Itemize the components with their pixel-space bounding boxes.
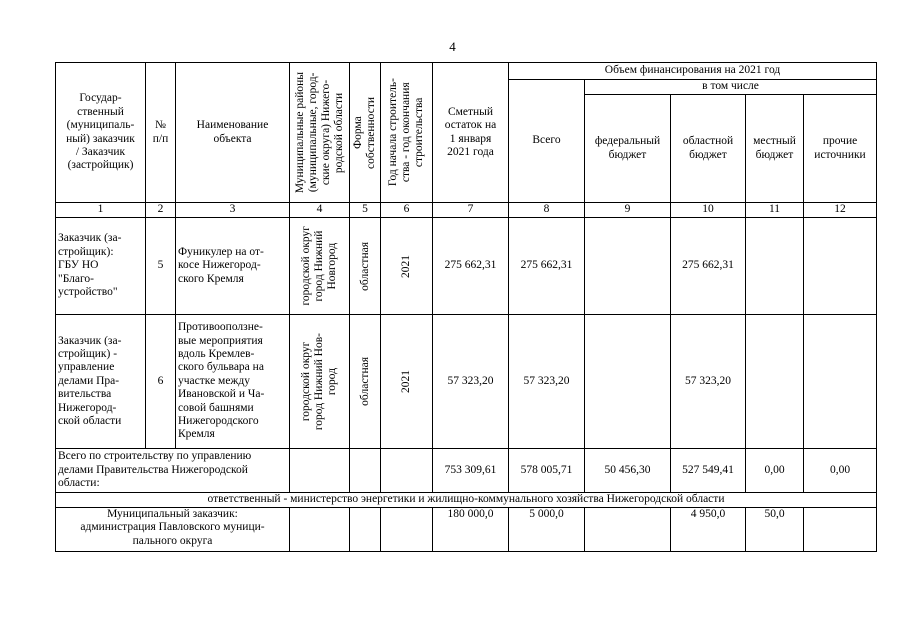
text-line: (муниципаль- [66,119,135,132]
text-line: 1 января [449,132,492,145]
header-districts [290,63,350,203]
text-line: Всего по строительству по управлению [58,450,252,463]
text-line: области: [58,477,100,490]
header-local [746,95,804,203]
year-cell: 2021 [381,218,433,315]
municipal-local: 50,0 [746,508,804,552]
text-line: Сметный [447,105,494,118]
text-line: ственный [77,105,124,118]
header-number [146,63,176,203]
text-line: п/п [152,132,169,145]
text-line: родской области [332,92,345,173]
local-cell [746,315,804,449]
district-cell [290,218,350,315]
header-total: Всего [509,80,585,203]
column-number: 1 [56,203,146,218]
text-line: делами Правительства Нижегородской [58,463,248,476]
text-line: Нижегород- [58,401,117,414]
text-line: местный [753,135,796,148]
text-line: федеральный [594,135,661,148]
text-line: ства - год окончания [400,82,412,183]
text-line: Форма [352,116,364,149]
text-line: объекта [213,132,252,145]
ownership-cell: областная [350,315,381,449]
header-remainder [433,63,509,203]
subtotal-federal: 50 456,30 [585,449,671,493]
federal-cell [585,218,671,315]
text-line: ГБУ НО [58,259,99,272]
empty-cell [290,449,350,493]
text-line: бюджет [755,148,794,161]
column-number: 3 [176,203,290,218]
column-number: 2 [146,203,176,218]
text-line: устройство" [58,286,118,299]
text-line: совой башнями [178,401,254,414]
text-line: Заказчик (за- [58,232,122,245]
text-line: бюджет [689,148,727,161]
subtotal-row [56,449,877,493]
text-line: стройщик): [58,245,114,258]
subtotal-regional: 527 549,41 [671,449,746,493]
text-line: Наименование [196,119,269,132]
header-regional [671,95,746,203]
header-other [804,95,877,203]
subtotal-remainder: 753 309,61 [433,449,509,493]
customer-cell [56,315,146,449]
text-line: ские округа) Нижего- [319,79,332,186]
text-line: № [155,119,166,132]
header-funding-title: Объем финансирования на 2021 год [509,63,877,80]
text-line: Заказчик (за- [58,334,122,347]
municipal-other [804,508,877,552]
customer-cell [56,218,146,315]
text-line: Фуникулер на от- [178,245,264,258]
header-including: в том числе [585,80,877,95]
text-line: Кремля [178,428,215,441]
empty-cell [350,449,381,493]
text-line: участке между [178,374,250,387]
ownership-cell: областная [350,218,381,315]
text-line: вые мероприятия [178,334,263,347]
text-line: косе Нижегород- [178,259,261,272]
text-line: (муниципальные, город- [306,72,319,193]
text-line: ный) заказчик [66,132,135,145]
total-cell: 57 323,20 [509,315,585,449]
empty-cell [350,508,381,552]
text-line: Нижегородского [178,415,259,428]
header-object-name [176,63,290,203]
column-number: 6 [381,203,433,218]
page-number: 4 [449,39,456,54]
subtotal-local: 0,00 [746,449,804,493]
text-line: городской округ [300,226,312,306]
municipal-row [56,508,877,552]
text-line: вительства [58,388,112,401]
text-line: бюджет [608,148,647,161]
federal-cell [585,315,671,449]
text-line: остаток на [444,119,497,132]
table-row [56,315,877,449]
text-line: город Нижний [313,230,325,302]
district-cell [290,315,350,449]
text-line: источники [814,148,866,161]
municipal-label [56,508,290,552]
text-line: Государ- [79,92,122,105]
text-line: город Нижний Нов- [313,332,325,431]
municipal-remainder: 180 000,0 [433,508,509,552]
text-line: прочие [822,135,858,148]
text-line: Новгород [326,242,338,290]
regional-cell: 275 662,31 [671,218,746,315]
remainder-cell: 275 662,31 [433,218,509,315]
column-number: 9 [585,203,671,218]
header-customer [56,63,146,203]
municipal-federal [585,508,671,552]
row-number: 5 [146,218,176,315]
text-line: Муниципальный заказчик: [107,508,238,520]
column-number: 11 [746,203,804,218]
text-line: городской округ [300,341,312,422]
column-number: 12 [804,203,877,218]
municipal-regional: 4 950,0 [671,508,746,552]
text-line: Муниципальные районы [293,71,306,194]
header-row-1 [56,63,877,80]
object-name-cell [176,218,290,315]
subtotal-other: 0,00 [804,449,877,493]
other-cell [804,218,877,315]
text-line: вдоль Кремлев- [178,347,255,360]
column-number: 10 [671,203,746,218]
text-line: строительства [413,97,425,168]
empty-cell [381,508,433,552]
text-line: стройщик) - [58,347,118,360]
header-federal [585,95,671,203]
text-line: ского Кремля [178,272,244,285]
text-line: областной [682,135,734,148]
text-line: делами Пра- [58,374,120,387]
text-line: 2021 года [447,145,494,158]
header-years [381,63,433,203]
text-line: Год начала строитель- [387,78,399,187]
row-number: 6 [146,315,176,449]
empty-cell [290,508,350,552]
total-cell: 275 662,31 [509,218,585,315]
subtotal-total: 578 005,71 [509,449,585,493]
text-line: Ивановской и Ча- [178,388,265,401]
column-numbers-row [56,203,877,218]
year-cell: 2021 [381,315,433,449]
column-number: 5 [350,203,381,218]
municipal-total: 5 000,0 [509,508,585,552]
text-line: администрация Павловского муници- [80,521,265,534]
subtotal-label [56,449,290,493]
text-line: пального округа [132,534,213,547]
text-line: собственности [365,96,377,169]
section-title-row [56,493,877,508]
remainder-cell: 57 323,20 [433,315,509,449]
financing-table [55,62,877,552]
text-line: управление [58,361,115,374]
text-line: "Благо- [58,272,94,285]
text-line: / Заказчик [75,145,126,158]
column-number: 7 [433,203,509,218]
text-line: Противооползне- [178,321,263,334]
other-cell [804,315,877,449]
table-row [56,218,877,315]
text-line: город [326,367,338,396]
header-ownership [350,63,381,203]
regional-cell: 57 323,20 [671,315,746,449]
text-line: ской области [58,415,122,428]
section-title: ответственный - министерство энергетики и жилищно-коммунального хозяйства Нижегородской области [56,493,877,508]
object-name-cell [176,315,290,449]
text-line: ского бульвара на [178,361,264,374]
column-number: 8 [509,203,585,218]
text-line: (застройщик) [67,159,134,172]
local-cell [746,218,804,315]
column-number: 4 [290,203,350,218]
empty-cell [381,449,433,493]
